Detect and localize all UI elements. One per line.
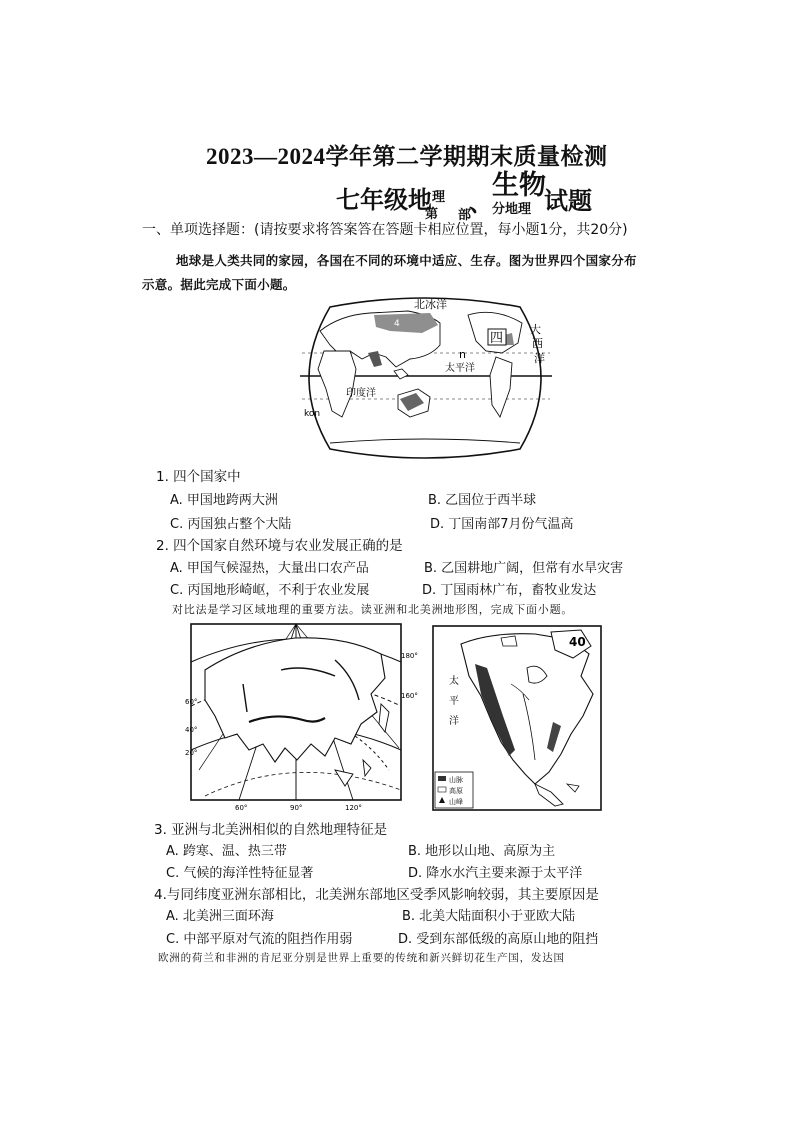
subtitle-comma: 、 [469,191,493,217]
kon-label: kon [304,409,321,419]
question-4-option-a: A. 北美洲三面环海 [166,909,274,924]
arctic-ocean-label: 北冰洋 [414,298,447,311]
lat-label-20: 20° [185,749,198,757]
subtitle-fen: 分地理 [492,201,532,216]
world-map [290,293,560,463]
question-3-option-c: C. 气候的海洋性特征显著 [166,866,314,881]
question-2-option-b: B. 乙国耕地广阔，但常有水旱灾害 [424,561,624,576]
intro1-line2: 示意。据此完成下面小题。 [142,277,296,292]
lat-label-40: 40° [185,726,198,734]
box-si-label: 四 [490,331,504,346]
question-4-option-b: B. 北美大陆面积小于亚欧大陆 [402,909,576,924]
question-1-option-c: C. 丙国独占整个大陆 [170,517,292,532]
question-3-stem: 3. 亚洲与北美洲相似的自然地理特征是 [154,822,388,838]
subtitle-main: 七年级地 [336,188,432,214]
question-3-option-b: B. 地形以山地、高原为主 [408,844,556,859]
question-4-option-c: C. 中部平原对气流的阻挡作用弱 [166,932,353,947]
question-1-option-b: B. 乙国位于西半球 [428,493,537,508]
asia-topographic-map [185,620,418,812]
question-1-option-d: D. 丁国南部7月份气温高 [430,517,574,532]
lat-label-60: 60° [185,698,198,706]
footer-text: 欧洲的荷兰和非洲的肯尼亚分别是世界上重要的传统和新兴鲜切花生产国，发达国 [158,952,565,964]
north-america-topographic-map [431,624,603,814]
lon-label-120: 120° [345,804,362,812]
subtitle-bu: 部 [458,207,472,222]
subtitle-di: 第 [425,206,439,221]
question-2-option-d: D. 丁国雨林广布，畜牧业发达 [422,583,597,598]
indian-ocean-label: 印度洋 [346,388,376,399]
subtitle-end: 试题 [544,189,592,215]
jia-label: 4 [394,319,400,329]
lon-label-90: 90° [290,804,303,812]
lon-label-180: 180° [401,652,418,660]
intro1-line1: 地球是人类共同的家园，各国在不同的环境中适应、生存。图为世界四个国家分布 [176,253,637,268]
pacific-label-3: 洋 [449,716,459,727]
subtitle-big: 生物 [492,170,546,200]
pacific-ocean-label: 太平洋 [445,363,475,374]
legend-plateau-label: 高原 [449,787,463,795]
pacific-label-1: 太 [449,676,459,687]
atlantic-label-1: 大 [530,323,541,336]
legend-mountain-label: 山脉 [449,776,463,784]
question-3-option-d: D. 降水水汽主要来源于太平洋 [408,866,583,881]
section-heading-label: 一、单项选择题： [142,222,254,238]
question-1-option-a: A. 甲国地跨两大洲 [170,493,278,508]
lon-label-60: 60° [235,804,248,812]
lon-label-160: 160° [401,692,418,700]
subtitle-li: 理 [432,189,446,204]
question-4-stem: 4.与同纬度亚洲东部相比，北美洲东部地区受季风影响较弱，其主要原因是 [154,887,599,903]
question-1-stem: 1. 四个国家中 [156,469,241,485]
question-4-option-d: D. 受到东部低级的高原山地的阻挡 [398,932,599,947]
intro2-text: 对比法是学习区域地理的重要方法。读亚洲和北美洲地形图，完成下面小题。 [172,603,574,616]
section-instruction: (请按要求将答案答在答题卡相应位置，每小题1分，共20分) [254,222,628,238]
atlantic-label-2: 西 [532,337,543,350]
question-2-option-a: A. 甲国气候湿热，大量出口农产品 [170,561,369,576]
legend-peak-label: 山峰 [449,798,463,806]
n-label: n [459,348,466,361]
atlantic-label-3: 洋 [534,352,545,365]
question-3-option-a: A. 跨寒、温、热三带 [166,844,287,859]
question-2-stem: 2. 四个国家自然环境与农业发展正确的是 [156,538,403,554]
num-40-label: 40 [569,635,586,649]
section-heading [142,219,628,239]
question-2-option-c: C. 丙国地形崎岖，不利于农业发展 [170,583,370,598]
page-title: 2023—2024学年第二学期期末质量检测 [206,144,608,169]
pacific-label-2: 平 [449,696,459,707]
